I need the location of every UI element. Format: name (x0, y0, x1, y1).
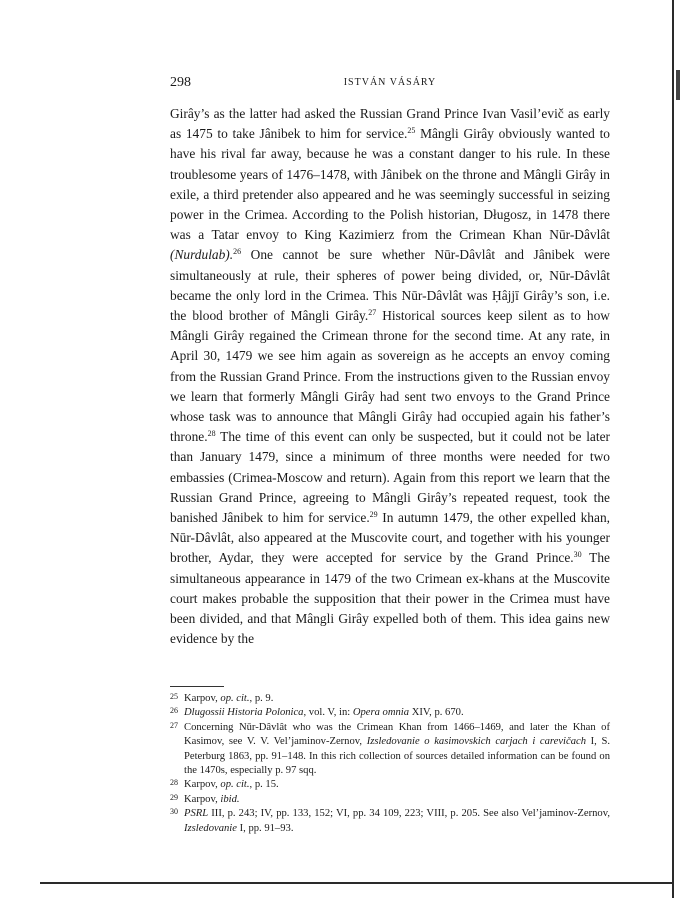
footnote-number: 26 (170, 706, 178, 716)
footnote (170, 692, 610, 706)
footnote-italic: PSRL (184, 808, 209, 820)
footnote-ref[interactable]: 29 (369, 510, 378, 520)
text-run: The time of this event can only be suspected, but it could not be later than January 1479, since a minimum of three months were needed for two embassies (Crimea-Moscow and return). Again from this report we learn that the Russian Grand Prince, agreeing to Mângli Girây’s repeated request, took the banished Jânibek to him for service. (170, 429, 610, 526)
footnote-number: 25 (170, 692, 178, 701)
footnote-italic: ibid. (220, 793, 240, 805)
footnote-ref[interactable]: 27 (368, 308, 377, 318)
footnote-text: I, pp. 91–93. (236, 822, 294, 834)
footnote-ref[interactable]: 25 (407, 126, 416, 136)
footnotes (170, 692, 610, 836)
page-number: 298 (170, 75, 191, 90)
footnote-text: Karpov, (184, 793, 221, 805)
footnote-text: Concerning Nūr-Dâvlât who was the Crimean Khan from 1466–1469, and later the Khan of Kasimov, see V. V. Vel’jaminov-Zernov, (184, 721, 610, 748)
page-header (170, 75, 610, 93)
running-head: ISTVÁN VÁSÁRY (343, 77, 437, 88)
scan-mark (676, 70, 680, 100)
text-run: Girây’s as the latter had asked the Russian Grand Prince Ivan Vasil’evič as early as 1475 to take Jânibek to him for service. (170, 106, 610, 142)
footnote-ref[interactable]: 26 (233, 247, 242, 257)
footnote (170, 721, 610, 779)
text-run-italic: (Nurdulab). (170, 247, 234, 263)
footnote-text: , p. 15. (249, 779, 279, 791)
page-edge-bottom (40, 882, 674, 884)
footnote-number: 28 (170, 778, 178, 788)
page-edge-right (672, 0, 674, 898)
footnote-ref[interactable]: 28 (207, 429, 216, 439)
footnote (170, 793, 610, 807)
text-run: One cannot be sure whether Nūr-Dâvlât and Jânibek were simultaneously at rule, their spheres of power being divided, or, Nūr-Dâvlât became the only lord in the Crimea. This Nūr-Dâvlât was Ḥâjjī Girây’s son, i.e. the blood brother of Mângli Girây. (170, 247, 610, 324)
text-run: The simultaneous appearance in 1479 of the two Crimean ex-khans at the Muscovite court makes probable the supposition that their power in the Crimea must have been divided, and that Mângli Girây expelled both of them. This idea gains new evidence by the (170, 550, 610, 647)
footnote-separator (170, 686, 224, 687)
footnote-number: 27 (170, 720, 178, 730)
footnote (170, 706, 610, 720)
text-run: Historical sources keep silent as to how Mângli Girây regained the Crimean throne for the second time. At any rate, in April 30, 1479 we see him again as sovereign as he accepts an envoy coming from the Russian Grand Prince. From the instructions given to the Russian envoy we learn that formerly Mângli Girây had sent two envoys to the Grand Prince whose task was to announce that Mângli Girây had occupied again his father’s throne. (170, 308, 610, 445)
footnote-text: Karpov, (184, 779, 221, 791)
footnote (170, 778, 610, 792)
footnote-italic: op. cit. (220, 779, 250, 791)
paragraph (170, 104, 610, 649)
footnote-number: 29 (170, 792, 178, 802)
footnote-italic: Dlugossii Historia Polonica (184, 707, 304, 719)
footnote-italic: Opera omnia (352, 707, 410, 719)
footnote-text: III, p. 243; IV, pp. 133, 152; VI, pp. 34 109, 223; VIII, p. 205. See also Vel’jaminov-Zernov, (208, 808, 610, 820)
footnote-text: , p. 9. (249, 693, 274, 704)
footnote-number: 30 (170, 807, 178, 817)
footnote-text: I, S. Peterburg 1863, pp. 91–148. In this rich collection of sources detailed information can be found on the 1470s, especially p. 97 sqq. (184, 736, 610, 777)
footnote-italic: Izsledovanie o kasimovskich carjach i carevičach (366, 736, 586, 748)
body-text (170, 104, 610, 649)
footnote-text: , vol. V, in: (303, 707, 353, 719)
footnote-italic: Izsledovanie (184, 822, 237, 834)
footnote-text: Karpov, (184, 693, 221, 704)
footnote-text: XIV, p. 670. (409, 707, 464, 719)
footnote-italic: op. cit. (220, 693, 250, 704)
text-run: Mângli Girây obviously wanted to have his rival far away, because he was a constant danger to his rule. In these troublesome years of 1476–1478, with Jânibek on the throne and Mângli Girây in exile, a third pretender also appeared and he was seemingly successful in seizing power in the Crimea. According to the Polish historian, Długosz, in 1478 there was a Tatar envoy to King Kazimierz from the Crimean Khan Nūr-Dâvlât (170, 126, 610, 243)
footnote (170, 807, 610, 836)
footnote-ref[interactable]: 30 (573, 550, 582, 560)
text-run: In autumn 1479, the other expelled khan, Nūr-Dâvlât, also appeared at the Muscovite court, and together with his younger brother, Aydar, they were accepted for service by the Grand Prince. (170, 510, 610, 566)
